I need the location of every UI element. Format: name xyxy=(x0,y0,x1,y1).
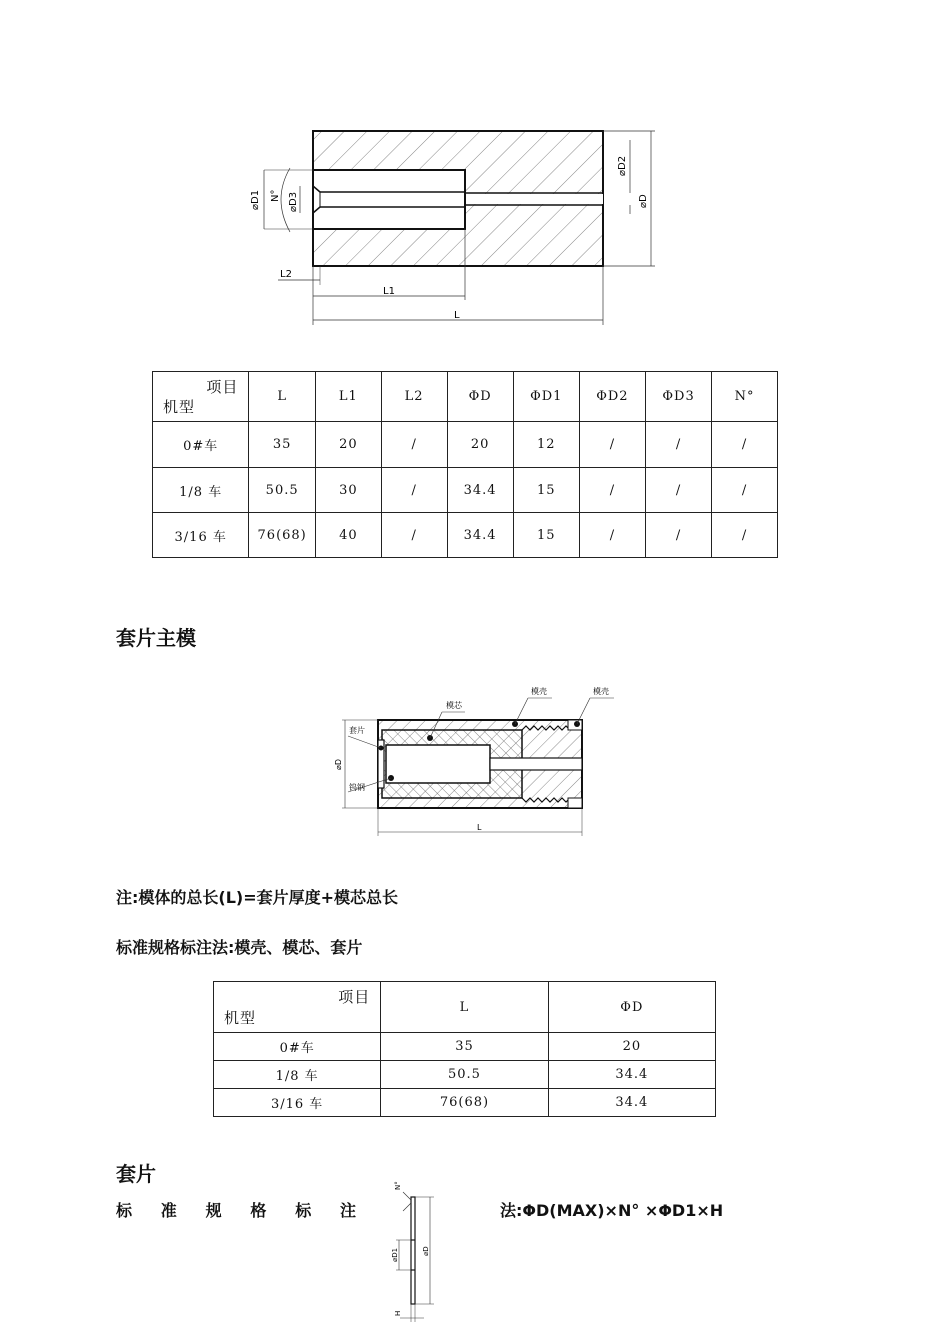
label-d: ⌀D xyxy=(334,759,343,770)
header-model: 机型 xyxy=(224,1009,257,1027)
table-cell: / xyxy=(579,513,645,558)
label-insert: 套片 xyxy=(349,726,365,735)
table-cell: 20 xyxy=(548,1033,715,1061)
table-cell: / xyxy=(712,422,778,468)
spec-char: 标 xyxy=(116,1201,133,1220)
label-l2: L2 xyxy=(280,269,292,280)
label-mold-core: 模芯 xyxy=(446,701,462,710)
table-cell: 15 xyxy=(513,513,579,558)
spec-char: 注 xyxy=(339,1201,356,1220)
label-n: N° xyxy=(270,189,281,202)
table-cell: 3/16 车 xyxy=(153,513,249,558)
section-title-insert-main-die: 套片主模 xyxy=(116,626,196,650)
table-row xyxy=(214,1033,716,1061)
table-cell: 35 xyxy=(249,422,316,468)
table-header-corner xyxy=(153,372,249,422)
label-d1: ⌀D1 xyxy=(391,1247,399,1262)
table-cell: 76(68) xyxy=(381,1089,548,1117)
table-cell: 34.4 xyxy=(548,1061,715,1089)
spec-char: 标 xyxy=(295,1201,312,1220)
label-d2: ⌀D2 xyxy=(617,155,628,176)
header-model: 机型 xyxy=(163,398,196,416)
table-cell: 15 xyxy=(513,468,579,513)
note-spec-notation: 标准规格标注法:模壳、模芯、套片 xyxy=(116,938,363,957)
table-cell: / xyxy=(381,513,447,558)
table-cell: 3/16 车 xyxy=(214,1089,381,1117)
table-cell: / xyxy=(579,468,645,513)
label-h: H xyxy=(394,1310,402,1316)
table-row xyxy=(153,513,778,558)
table-cell: 1/8 车 xyxy=(153,468,249,513)
table-cell: / xyxy=(712,468,778,513)
table-cell: 50.5 xyxy=(381,1061,548,1089)
label-l: L xyxy=(477,823,482,832)
table-cell: 20 xyxy=(315,422,381,468)
table-cell: 1/8 车 xyxy=(214,1061,381,1089)
column-header: N° xyxy=(712,372,778,422)
label-tungsten: 钨钢 xyxy=(349,783,365,792)
assembly-drawing xyxy=(330,680,630,840)
table-cell: / xyxy=(645,513,711,558)
table-cell: / xyxy=(381,468,447,513)
header-item: 项目 xyxy=(206,378,239,396)
table-cell: / xyxy=(712,513,778,558)
table-cell: 20 xyxy=(447,422,513,468)
label-d1: ⌀D1 xyxy=(250,189,261,210)
die-drawing xyxy=(240,120,670,335)
column-header: ΦD xyxy=(548,982,715,1033)
note-total-length: 注:模体的总长(L)=套片厚度+模芯总长 xyxy=(116,888,399,907)
table-cell: 34.4 xyxy=(447,513,513,558)
table-cell: / xyxy=(645,422,711,468)
column-header: ΦD3 xyxy=(645,372,711,422)
label-d3: ⌀D3 xyxy=(288,191,299,212)
table-cell: 40 xyxy=(315,513,381,558)
column-header: ΦD xyxy=(447,372,513,422)
table-row xyxy=(214,1089,716,1117)
table-cell: 0#车 xyxy=(153,422,249,468)
table-row xyxy=(153,422,778,468)
label-l1: L1 xyxy=(383,286,395,297)
section-title-insert: 套片 xyxy=(116,1162,156,1186)
table-cell: 12 xyxy=(513,422,579,468)
label-n: N° xyxy=(394,1181,402,1190)
insert-drawing xyxy=(380,1165,440,1325)
column-header: ΦD2 xyxy=(579,372,645,422)
label-mold-shell-2: 模壳 xyxy=(593,687,609,696)
table-cell: 30 xyxy=(315,468,381,513)
table-cell: 34.4 xyxy=(447,468,513,513)
column-header: L2 xyxy=(381,372,447,422)
table-row xyxy=(214,1061,716,1089)
column-header: ΦD1 xyxy=(513,372,579,422)
table-cell: 0#车 xyxy=(214,1033,381,1061)
column-header: L xyxy=(249,372,316,422)
table-header-corner xyxy=(214,982,381,1033)
header-item: 项目 xyxy=(338,988,371,1006)
table-cell: 34.4 xyxy=(548,1089,715,1117)
table-cell: 35 xyxy=(381,1033,548,1061)
label-d: ⌀D xyxy=(422,1246,430,1256)
column-header: L1 xyxy=(315,372,381,422)
spec-char: 准 xyxy=(160,1201,177,1220)
label-d: ⌀D xyxy=(638,194,649,208)
spec-notation-right: 法:ΦD(MAX)×N° ×ΦD1×H xyxy=(500,1201,724,1220)
spec-table-1 xyxy=(152,371,778,558)
label-l: L xyxy=(454,310,460,321)
spec-notation-left xyxy=(116,1198,356,1221)
table-cell: / xyxy=(381,422,447,468)
table-row xyxy=(153,468,778,513)
label-mold-shell-1: 模壳 xyxy=(531,687,547,696)
spec-table-2 xyxy=(213,981,716,1117)
table-cell: 76(68) xyxy=(249,513,316,558)
table-cell: 50.5 xyxy=(249,468,316,513)
column-header: L xyxy=(381,982,548,1033)
spec-char: 规 xyxy=(205,1201,222,1220)
spec-char: 格 xyxy=(250,1201,267,1220)
table-cell: / xyxy=(645,468,711,513)
table-cell: / xyxy=(579,422,645,468)
